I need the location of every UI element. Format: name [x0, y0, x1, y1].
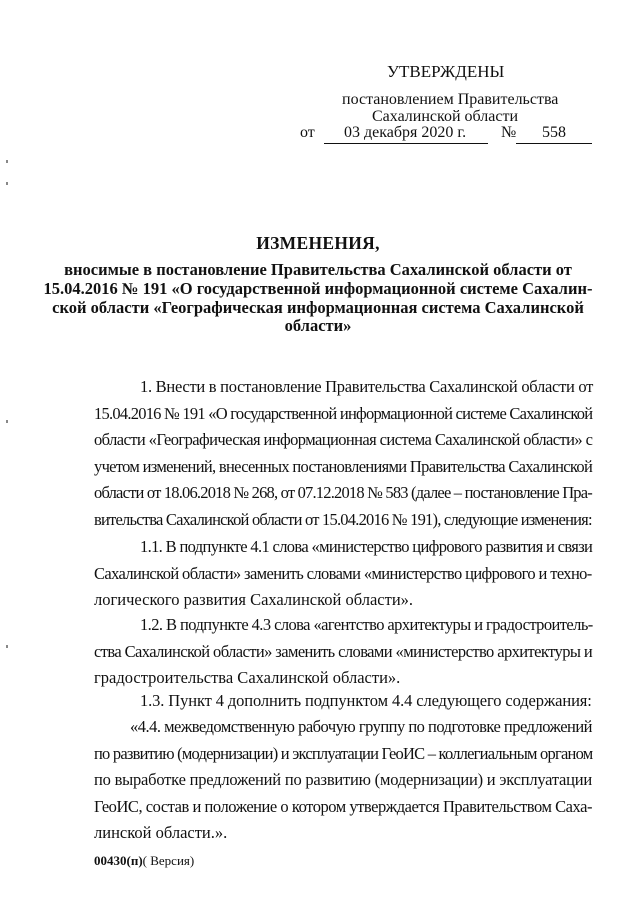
subtitle-line: ской области «Географическая информационная система Сахалинской — [52, 298, 584, 317]
text-line: области «Географическая информационная система Сахалинской области» с — [94, 430, 593, 450]
approval-date: 03 декабря 2020 г. — [344, 124, 467, 141]
text-line: по развитию (модернизации) и эксплуатации ГеоИС – коллегиальным органом — [94, 743, 593, 763]
text-line: области от 18.06.2018 № 268, от 07.12.2018 № 583 (далее – постановление Пра- — [94, 483, 592, 503]
number-underline — [516, 143, 592, 144]
text-line: градостроительства Сахалинской области». — [94, 668, 401, 688]
text-line: 1.2. В подпункте 4.3 слова «агентство архитектуры и градостроитель- — [140, 615, 593, 634]
scan-edge-mark — [6, 420, 8, 423]
text-line: логического развития Сахалинской области». — [94, 590, 414, 610]
text-line: 1.3. Пункт 4 дополнить подпунктом 4.4 следующего содержания: — [140, 691, 592, 710]
text-line: «4.4. межведомственную рабочую группу по подготовке предложений — [130, 717, 592, 736]
text-line: ГеоИС, состав и положение о котором утверждается Правительством Саха- — [94, 796, 592, 816]
scan-edge-mark — [6, 182, 8, 185]
text-line: 1. Внести в постановление Правительства Сахалинской области от — [140, 377, 594, 396]
subtitle-line: вносимые в постановление Правительства Сахалинской области от — [64, 260, 572, 279]
text-line: 1.1. В подпункте 4.1 слова «министерство цифрового развития и связи — [140, 537, 593, 556]
paragraph-1-2 — [94, 612, 592, 692]
number-label: № — [501, 124, 517, 141]
approval-line-2: Сахалинской области — [372, 108, 519, 125]
document-code: 00430(п) — [94, 853, 143, 868]
from-label: от — [300, 124, 315, 141]
approval-line-1: постановлением Правительства — [342, 91, 559, 108]
approval-title: УТВЕРЖДЕНЫ — [387, 62, 505, 81]
document-version: ( Версия) — [142, 853, 195, 868]
subtitle-line: области» — [284, 316, 352, 335]
document-title: ИЗМЕНЕНИЯ, — [256, 233, 380, 253]
scan-edge-mark — [6, 645, 8, 648]
date-underline — [324, 143, 488, 144]
text-line: учетом изменений, внесенных постановлениями Правительства Сахалинской — [94, 456, 593, 476]
paragraph-quote — [94, 714, 592, 847]
scan-edge-mark — [6, 160, 8, 163]
subtitle-line: 15.04.2016 № 191 «О государственной информационной системе Сахалин- — [43, 279, 593, 298]
approval-date-row — [296, 124, 596, 146]
text-line: по выработке предложений по развитию (модернизации) и эксплуатации — [94, 770, 593, 790]
paragraph-1 — [94, 374, 592, 534]
approval-number: 558 — [542, 124, 566, 141]
text-line: вительства Сахалинской области от 15.04.2016 № 191), следующие изменения: — [94, 509, 592, 529]
text-line: ства Сахалинской области» заменить словами «министерство архитектуры и — [94, 641, 593, 661]
text-line: линской области.». — [94, 823, 228, 843]
text-line: 15.04.2016 № 191 «О государственной информационной системе Сахалинской — [94, 403, 593, 423]
paragraph-1-3 — [94, 688, 592, 715]
paragraph-1-1 — [94, 534, 592, 614]
text-line: Сахалинской области» заменить словами «министерство цифрового и техно- — [94, 563, 592, 583]
document-footer — [94, 853, 194, 869]
